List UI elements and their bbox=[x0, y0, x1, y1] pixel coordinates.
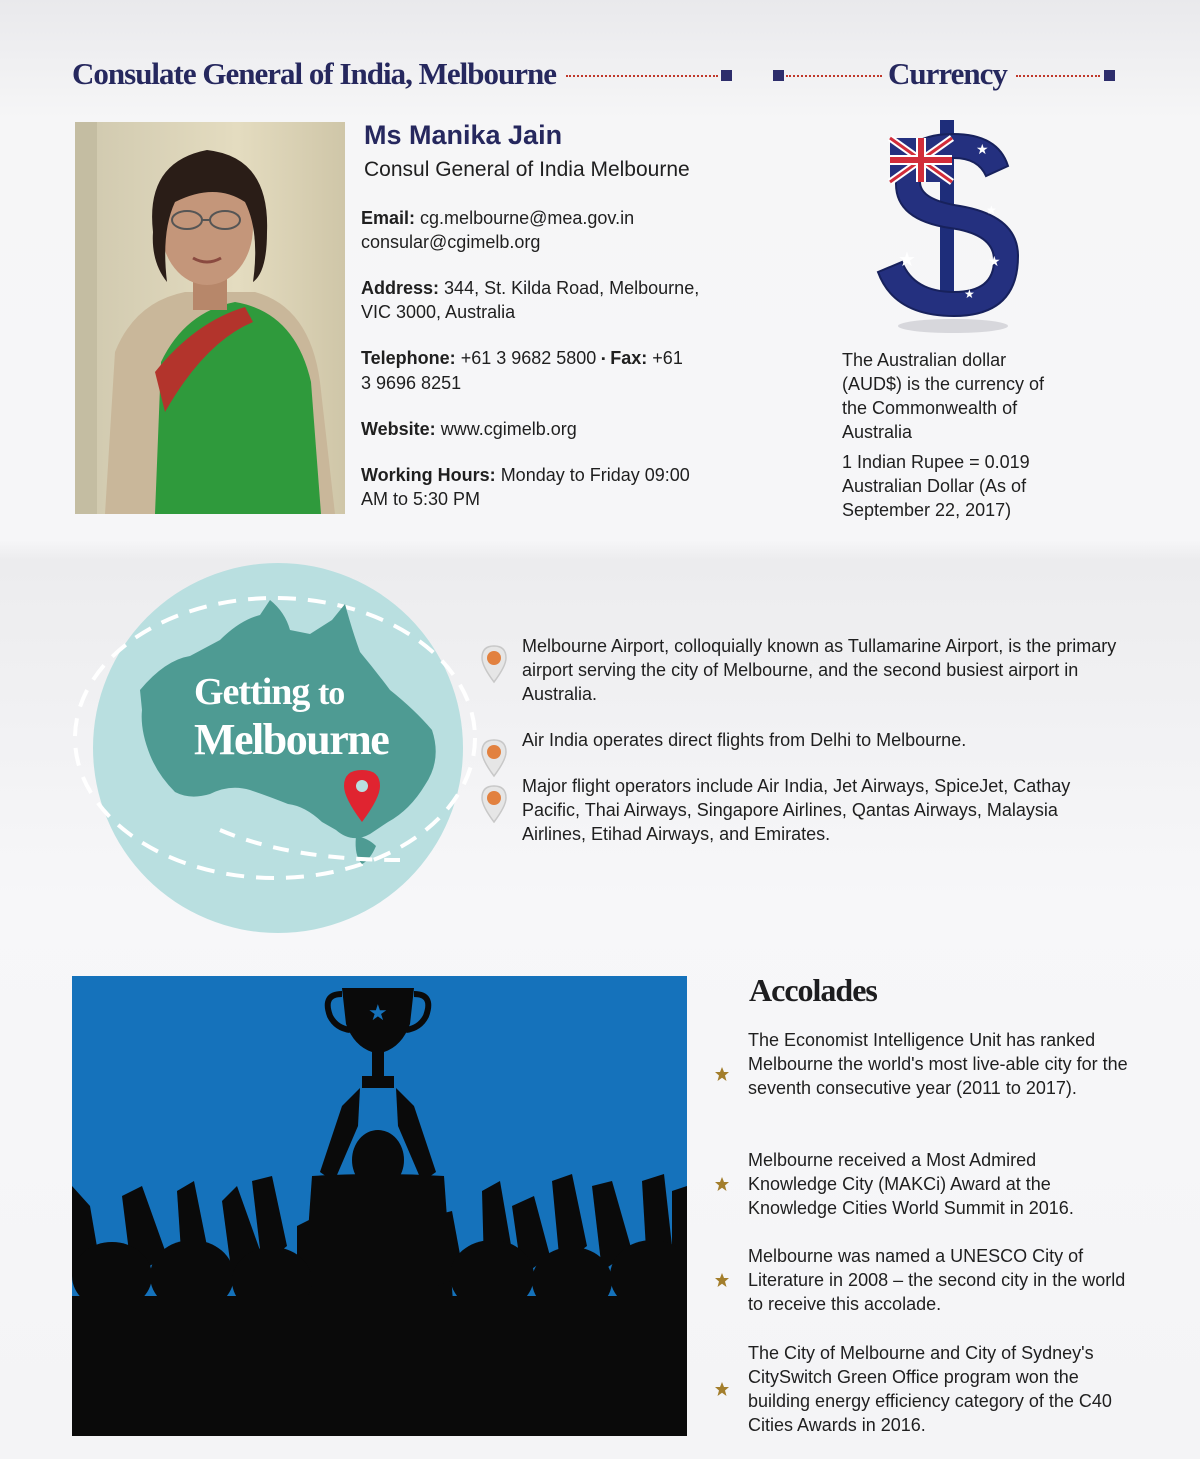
star-icon bbox=[714, 1176, 730, 1192]
consul-contact-details bbox=[361, 206, 731, 533]
email-consular-link[interactable]: consular@cgimelb.org bbox=[361, 232, 541, 252]
to-word: to bbox=[317, 675, 345, 712]
divider-square bbox=[721, 70, 732, 81]
title-divider-mid bbox=[786, 75, 882, 77]
website-label: Website: bbox=[361, 419, 436, 439]
website-block bbox=[361, 417, 731, 441]
hours-label: Working Hours: bbox=[361, 465, 496, 485]
page-title: Consulate General of India, Melbourne bbox=[72, 56, 556, 91]
divider-square bbox=[773, 70, 784, 81]
title-divider-left bbox=[566, 75, 718, 77]
getting-bullet-text: Air India operates direct flights from Delhi to Melbourne. bbox=[522, 730, 967, 750]
svg-text:★: ★ bbox=[898, 247, 916, 271]
address-line1: 344, St. Kilda Road, Melbourne, bbox=[444, 278, 700, 298]
hours-value: Monday to Friday 09:00 bbox=[500, 465, 690, 485]
getting-word: Getting bbox=[194, 671, 310, 713]
svg-text:★: ★ bbox=[368, 1001, 388, 1026]
accolade-text: Melbourne was named a UNESCO City of Literature in 2008 – the second city in the world to receive this accolade. bbox=[748, 1246, 1126, 1314]
hours-block bbox=[361, 463, 731, 511]
star-icon bbox=[714, 1381, 730, 1397]
separator-icon: ▪ bbox=[601, 353, 606, 365]
accolade-text: The City of Melbourne and City of Sydney's CitySwitch Green Office program won the building energy efficiency category of the C40 Cities Awards in 2016. bbox=[748, 1343, 1112, 1435]
email-primary-link[interactable]: cg.melbourne@mea.gov.in bbox=[420, 208, 635, 228]
telephone-label: Telephone: bbox=[361, 348, 456, 368]
fax-value-cont: 3 9696 8251 bbox=[361, 373, 462, 393]
fax-label: Fax: bbox=[610, 348, 648, 368]
currency-rate: 1 Indian Rupee = 0.019 Australian Dollar (As of September 22, 2017) bbox=[842, 452, 1030, 520]
telephone-block bbox=[361, 346, 731, 395]
telephone-value: +61 3 9682 5800 bbox=[460, 348, 597, 368]
australian-dollar-icon bbox=[868, 116, 1038, 336]
address-block bbox=[361, 276, 731, 324]
consul-photo bbox=[75, 122, 345, 514]
getting-title-line2: Melbourne bbox=[194, 715, 389, 764]
email-block bbox=[361, 206, 731, 254]
svg-text:★: ★ bbox=[986, 203, 997, 217]
trophy-celebration-image bbox=[72, 976, 687, 1436]
website-link[interactable]: www.cgimelb.org bbox=[440, 419, 577, 439]
currency-description: The Australian dollar (AUD$) is the currency of the Commonwealth of Australia bbox=[842, 350, 1045, 442]
getting-bullet-text: Major flight operators include Air India, Jet Airways, SpiceJet, Cathay Pacific, Thai Airways, Singapore Airlines, Qantas Airways, Malaysia Airlines, Etihad Airways, and Emirates. bbox=[522, 776, 1071, 844]
star-icon bbox=[714, 1272, 730, 1288]
consul-name: Ms Manika Jain bbox=[364, 120, 563, 150]
getting-title-line1 bbox=[194, 670, 344, 714]
address-line2: VIC 3000, Australia bbox=[361, 302, 516, 322]
hours-value-cont: AM to 5:30 PM bbox=[361, 489, 481, 509]
svg-text:★: ★ bbox=[964, 287, 975, 301]
consul-role: Consul General of India Melbourne bbox=[364, 158, 690, 181]
location-pin-icon bbox=[480, 644, 508, 684]
getting-bullet-text: Melbourne Airport, colloquially known as Tullamarine Airport, is the primary airport serving the city of Melbourne, and the second busiest airport in Australia. bbox=[522, 636, 1117, 704]
divider-square bbox=[1104, 70, 1115, 81]
location-pin-icon bbox=[480, 784, 508, 824]
svg-text:★: ★ bbox=[988, 254, 1001, 270]
address-label: Address: bbox=[361, 278, 440, 298]
accolade-text: The Economist Intelligence Unit has ranked Melbourne the world's most live-able city for the seventh consecutive year (2011 to 2017). bbox=[748, 1030, 1128, 1098]
accolade-text: Melbourne received a Most Admired Knowledge City (MAKCi) Award at the Knowledge Cities World Summit in 2016. bbox=[748, 1150, 1074, 1218]
currency-title: Currency bbox=[888, 56, 1007, 91]
email-label: Email: bbox=[361, 208, 416, 228]
svg-text:★: ★ bbox=[976, 142, 989, 158]
star-icon bbox=[714, 1066, 730, 1082]
fax-value: +61 bbox=[652, 348, 683, 368]
accolades-title: Accolades bbox=[749, 972, 877, 1008]
title-divider-right bbox=[1016, 75, 1100, 77]
location-pin-icon bbox=[480, 738, 508, 778]
